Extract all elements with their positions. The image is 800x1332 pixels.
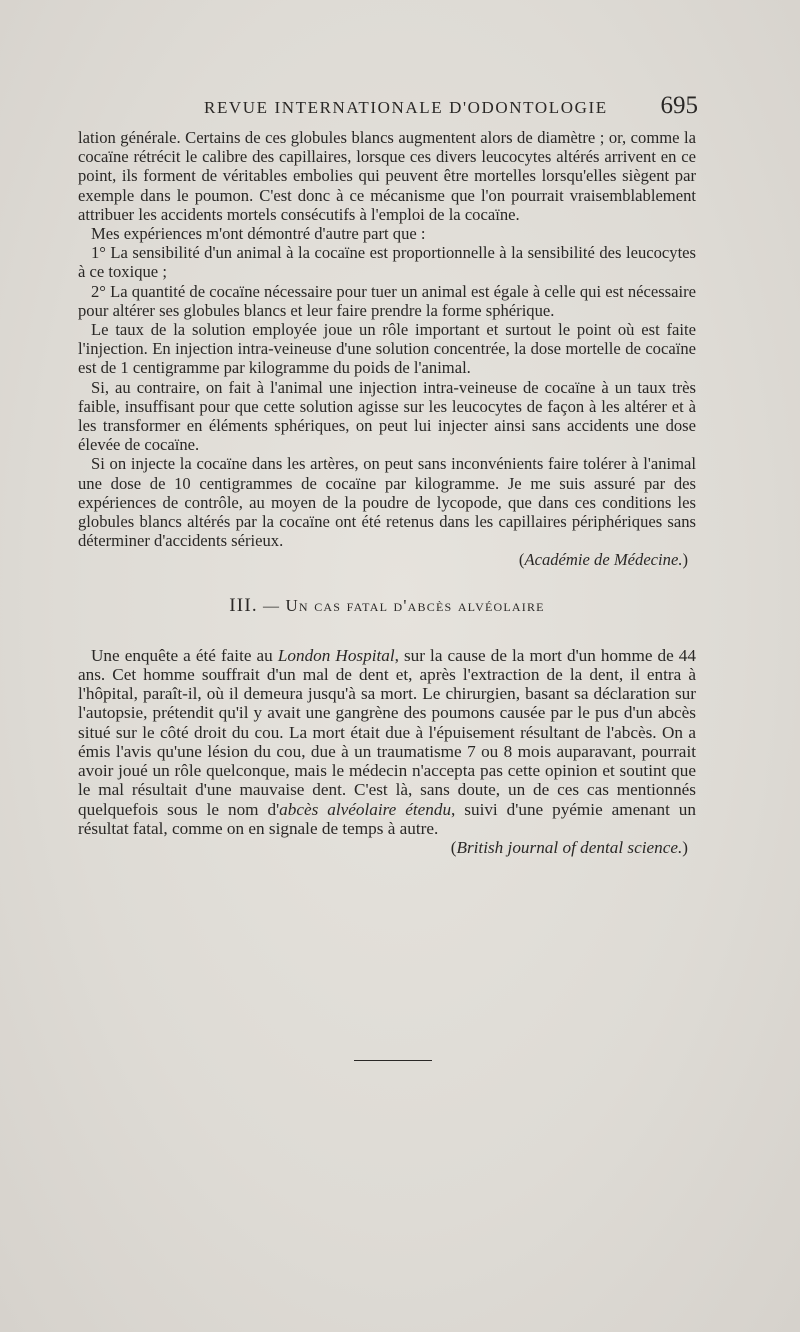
hospital-name: London Hospital: [277, 645, 395, 665]
paragraph: lation générale. Certains de ces globules blancs augmentent alors de diamètre ; or, comme la cocaïne rétrécit le calibre des capillaires, lorsque ces divers leucocytes altérés arrivent en ce point, ils forment de véritables embolies qui peuvent être mortelles lorsqu'elles siègent par exemple dans le poumon. C'est donc à ce mécanisme que l'on pourrait vraisemblablement attribuer les accidents mortels consécutifs à l'emploi de la cocaïne.: [78, 128, 696, 224]
paragraph: Si on injecte la cocaïne dans les artères, on peut sans inconvénients faire tolérer à l'animal une dose de 10 centigrammes de cocaïne par kilogramme. Je me suis assuré par des expériences de contrôle, au moyen de la poudre de lycopode, que dans ces conditions les globules blancs altérés par la cocaïne ont été retenus dans les capillaires périphériques sans déterminer d'accidents sérieux.: [78, 454, 696, 551]
page-number: 695: [660, 92, 698, 119]
running-head: [78, 92, 698, 128]
section-body: [78, 646, 696, 857]
source-citation: (Académie de Médecine.): [518, 550, 688, 570]
section-heading: [78, 596, 696, 616]
text-run: , suivi d'une pyémie amenant un résultat fatal, comme on en signale de temps à autre.: [78, 799, 696, 838]
section-title: Un cas fatal d'abcès alvéolaire: [285, 595, 545, 615]
section-dash: —: [263, 597, 281, 615]
italic-term: abcès alvéolaire étendu: [279, 799, 452, 819]
source-citation-text: Académie de Médecine.: [524, 550, 683, 570]
article-body: [78, 128, 696, 857]
paragraph: 1° La sensibilité d'un animal à la cocaïne est proportionnelle à la sensibilité des leucocytes à ce toxique ;: [78, 243, 696, 282]
journal-title: REVUE INTERNATIONALE D'ODONTOLOGIE: [204, 98, 608, 117]
paragraph: Le taux de la solution employée joue un rôle important et surtout le point où est faite l'injection. En injection intra-veineuse d'une solution concentrée, la dose mortelle de cocaïne est de 1 centigramme par kilogramme du poids de l'animal.: [78, 320, 696, 378]
section-numeral: III.: [229, 594, 258, 616]
source-citation: (British journal of dental science.): [450, 837, 688, 857]
end-rule: [354, 1060, 432, 1061]
source-citation-text: British journal of dental science.: [456, 837, 683, 857]
text-run: Une enquête a été faite au: [91, 645, 278, 665]
paragraph: Si, au contraire, on fait à l'animal une injection intra-veineuse de cocaïne à un taux très faible, insuffisant pour que cette solution agisse sur les leucocytes de façon à les altérer et à les transformer en éléments sphériques, on peut lui injecter ainsi sans accidents une dose élevée de cocaïne.: [78, 377, 696, 455]
text-run: , sur la cause de la mort d'un homme de 44 ans. Cet homme souffrait d'un mal de dent et, après l'extraction de la dent, il entra à l'hôpital, paraît-il, où il demeura jusqu'à sa mort. Le chirurgien, basant sa déclaration sur l'autopsie, prétendit qu'il y avait une gangrène des poumons causée par le pus d'un abcès situé sur le côté droit du cou. La mort était due à l'épuisement résultant de l'abcès. On a émis l'avis qu'une lésion du cou, due à un traumatisme 7 ou 8 mois auparavant, pourrait avoir joué un rôle quelconque, mais le médecin n'accepta pas cette opinion et soutint que le mal résultait d'une mauvaise dent. C'est là, sans doute, un de ces cas mentionnés quelquefois sous le nom d': [78, 645, 696, 819]
paragraph: Mes expériences m'ont démontré d'autre part que :: [91, 224, 426, 244]
paragraph: [78, 646, 696, 838]
paragraph: 2° La quantité de cocaïne nécessaire pour tuer un animal est égale à celle qui est nécessaire pour altérer ses globules blancs et leur faire prendre la forme sphérique.: [78, 281, 696, 320]
